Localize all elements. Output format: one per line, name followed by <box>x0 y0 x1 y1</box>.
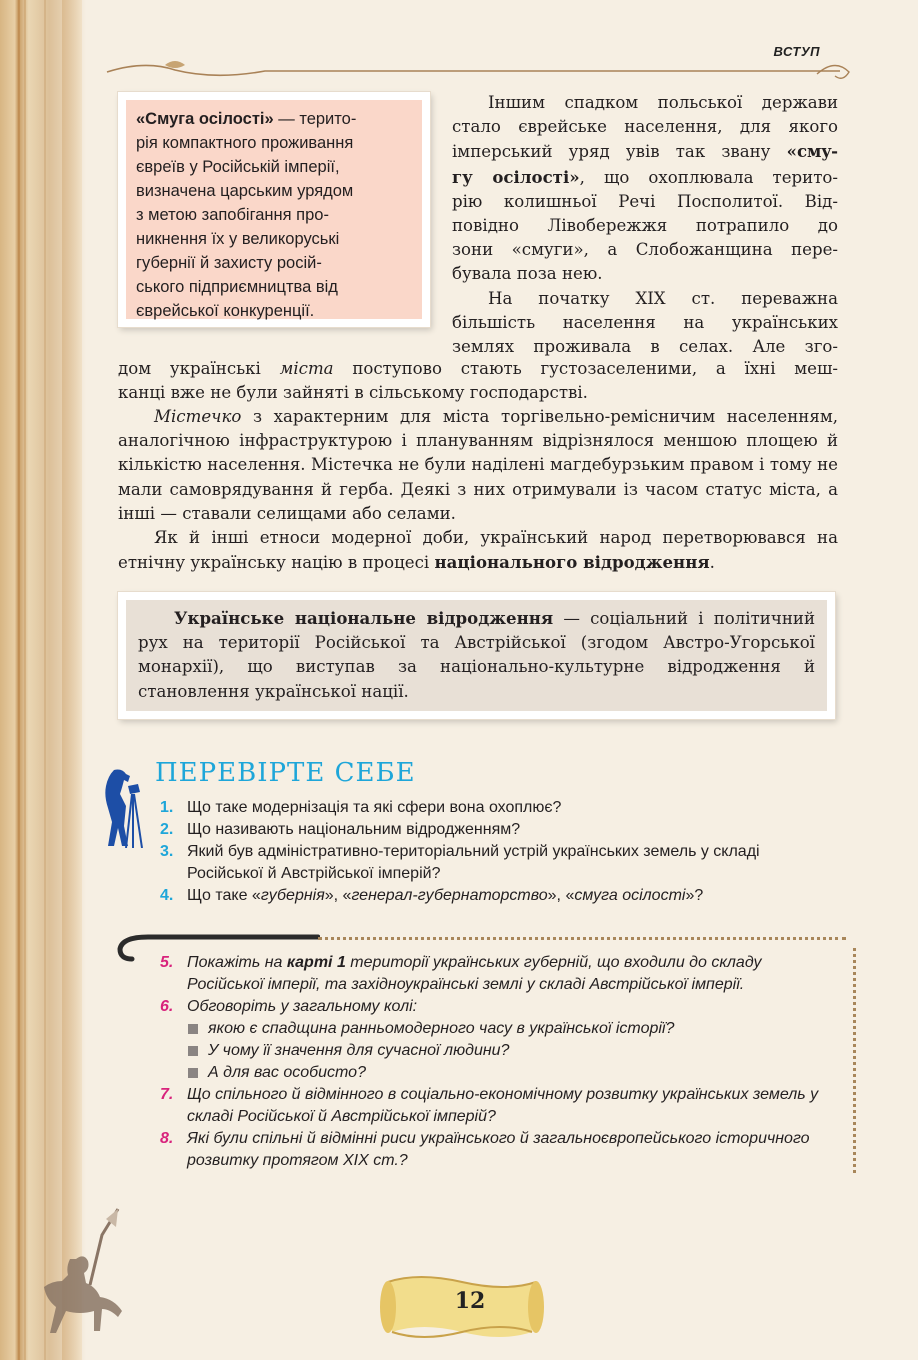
cossack-rider-icon <box>20 1205 140 1355</box>
paragraph-2: дом українські міста поступово стають густозаселеними, а їхні меш- канці вже не були зайняті в сільському господарстві. <box>118 359 839 403</box>
edge-stripe <box>44 0 46 1360</box>
bullet-square-icon <box>188 1046 198 1056</box>
edge-stripe <box>18 0 20 1360</box>
page-number: 12 <box>454 1288 486 1314</box>
bullet-square-icon <box>188 1068 198 1078</box>
section-header: ВСТУП <box>773 44 820 59</box>
task-6-item: У чому її значення для сучасної людини? <box>160 1040 840 1062</box>
check-questions <box>160 797 840 907</box>
tasks-dotted-border-top <box>318 937 846 940</box>
definition-box <box>118 92 430 327</box>
tasks-list <box>160 952 840 1172</box>
definition-term: «Смуга осілості» <box>136 110 274 128</box>
page-edge-decoration <box>0 0 82 1360</box>
question-2: 2. Що називають національним відродженням? <box>160 821 521 838</box>
question-1: 1. Що таке модернізація та які сфери вона охоплює? <box>160 799 562 816</box>
question-3: 3. Який був адміністративно-територіальний устрій українських земель у складі Російської й Австрійської імперій? <box>160 843 760 882</box>
header-ornament <box>105 56 855 86</box>
paragraph-1: Іншим спадком польської держави стало єврейське населення, для якого імперський уряд увів так звану «смy- гу осілості», що охоплювала терито- рію колишньої Речі Посполитої. Від- повідно Лівобережжя потрапило до зони «смуги», а Слобожанщина пере- бувала поза нею. На початку XIX ст. переважна більшість населення на українських землях проживала в селах. Але зго- <box>452 93 838 357</box>
national-revival-box <box>118 592 835 719</box>
definition-text: «Смуга осілості» — терито- рія компактного проживання євреїв у Російській імперії, визначена царським урядом з метою запобігання про- никнення їх у великоруські губернії й захисту росій- ського підприємництва від єврейської конкуренції. <box>126 100 422 319</box>
question-4: 4. Що таке «губернія», «генерал-губернаторство», «смуга осілості»? <box>160 887 704 904</box>
photographer-icon <box>94 766 146 848</box>
term-mistechko: Містечко <box>154 407 242 426</box>
task-7: 7. Що спільного й відмінного в соціально-економічному розвитку українських земель у складі Російської й Австрійської імперій? <box>160 1086 819 1125</box>
task-8: 8. Які були спільні й відмінні риси українського й загальноєвропейського історичного розвитку протягом XIX ст.? <box>160 1130 810 1169</box>
task-6-item: А для вас особисто? <box>160 1062 840 1084</box>
check-yourself-title: ПЕРЕВІРТЕ СЕБЕ <box>155 758 416 788</box>
task-6-item: якою є спадщина ранньомодерного часу в української історії? <box>160 1018 840 1040</box>
national-revival-text: Українське національне відродження — соціальний і політичний рух на території Російської та Австрійської (згодом Австро-Угорської монархії), що виступав за національно-культурне відродження й становлення української нації. <box>126 600 827 711</box>
tasks-dotted-border-right <box>853 948 856 1173</box>
paragraph-3: Містечко з характерним для міста торгівельно-ремісничим населенням, аналогічною інфраструктурою і плануванням відрізнялося меншою площею й кількістю населення. Містечка не були наділені магдебурзьким правом і тому не мали самоврядування й герба. Деякі з них отримували із часом статус міста, а інші — ставали селищами або селами. Як й інші етноси модерної доби, український народ перетворювався на етнічну українську націю в процесі національного відродження. <box>118 407 838 573</box>
task-5: 5. Покажіть на карті 1 території українських губерній, що входили до складу Російської імперії, та західноукраїнські землі у складі Австрійської імперії. <box>160 954 762 993</box>
edge-stripe <box>24 0 26 1360</box>
bullet-square-icon <box>188 1024 198 1034</box>
task-6: 6. Обговоріть у загальному колі: <box>160 998 418 1015</box>
